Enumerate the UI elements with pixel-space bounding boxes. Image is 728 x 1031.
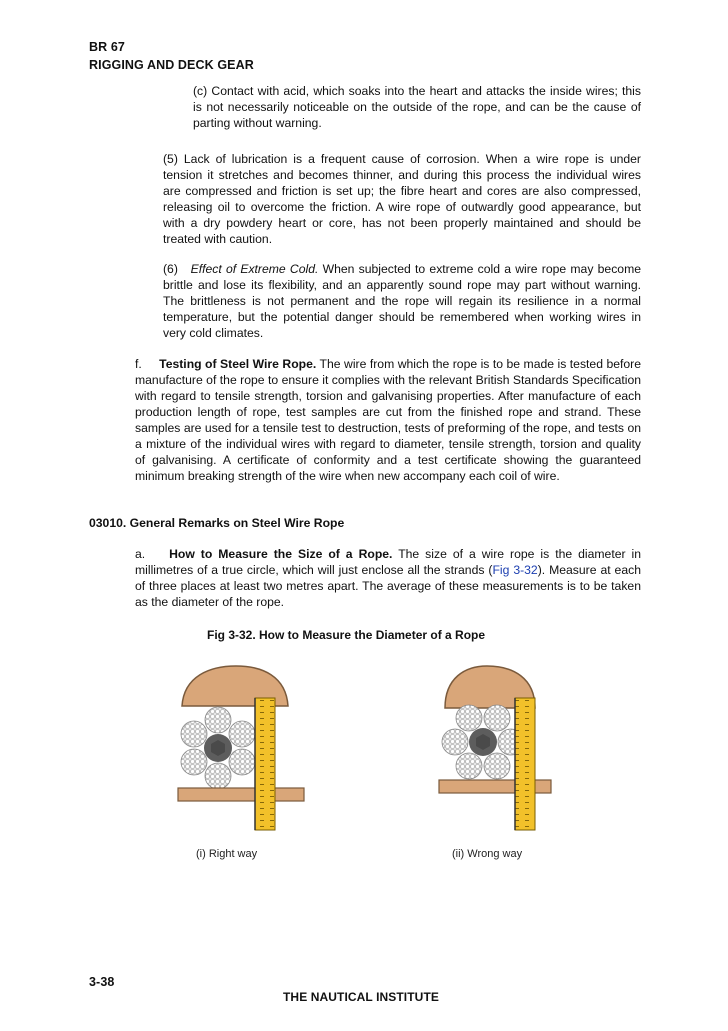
paragraph-a bbox=[135, 546, 641, 610]
paragraph-f-text: The wire from which the rope is to be made is tested before manufacture of the rope to ensure it complies with the relevant British Standards Specification with regard to tensile strength, torsion and galvanising properties. After manufacture of each production length of rope, test samples are cut from the finished rope and strand. These samples are used for a tensile test to destruction, tests of preforming of the rope, and tests on a mixture of the individual wires with regard to diameter, tensile strength, torsion and quality of galvanising. A certificate of conformity and a test certificate showing the guaranteed minimum breaking strength of the wire when new accompany each coil of wire. bbox=[135, 357, 642, 483]
figure-caption: Fig 3-32. How to Measure the Diameter of a Rope bbox=[207, 628, 486, 642]
paragraph-6-title: Effect of Extreme Cold. bbox=[190, 262, 319, 276]
section-heading: 03010. General Remarks on Steel Wire Rope bbox=[89, 516, 345, 530]
paragraph-f-number: f. bbox=[135, 357, 142, 371]
paragraph-a-number: a. bbox=[135, 547, 146, 561]
paragraph-f bbox=[135, 356, 641, 484]
rope-cross-section bbox=[181, 707, 255, 789]
rope-cross-section bbox=[442, 705, 524, 779]
paragraph-6-text: When subjected to extreme cold a wire rope may become brittle and lose its flexibility, and an apparently sound rope may part without warning. The brittleness is not permanent and the rope will regain its resilience in a normal temperature, but the potential danger should be remembered when working wires in very cold climates. bbox=[163, 262, 641, 340]
paragraph-a-text-before: The size of a wire rope is the diameter in millimetres of a true circle, which will just enclose all the strands ( bbox=[135, 547, 642, 577]
paragraph-6-number: (6) bbox=[163, 262, 178, 276]
wrong-way-illustration bbox=[425, 664, 565, 834]
doc-title: RIGGING AND DECK GEAR bbox=[89, 58, 254, 72]
label-right-way: (i) Right way bbox=[196, 848, 258, 860]
figure-link[interactable]: Fig 3-32 bbox=[492, 563, 538, 577]
paragraph-f-title: Testing of Steel Wire Rope. bbox=[159, 357, 317, 371]
paragraph-6 bbox=[163, 261, 641, 341]
right-way-illustration bbox=[170, 664, 310, 834]
paragraph-5: (5) Lack of lubrication is a frequent cause of corrosion. When a wire rope is under tension it stretches and becomes thinner, and during this process the individual wires are compressed and friction is set up; the fibre heart and cores are also compressed, releasing oil to overcome the friction. A wire rope of outwardly good appearance, but with a dry powdery heart or core, has not been properly maintained and should be treated with caution. bbox=[163, 152, 641, 246]
paragraph-a-text-after: ). Measure at each of three places at least two metres apart. The average of these measurements is to be taken as the diameter of the rope. bbox=[135, 563, 641, 609]
label-wrong-way: (ii) Wrong way bbox=[452, 848, 523, 860]
page-number: 3-38 bbox=[89, 975, 115, 989]
paragraph-c: (c) Contact with acid, which soaks into the heart and attacks the inside wires; this is not necessarily noticeable on the outside of the rope, and can be the cause of parting without warning. bbox=[193, 84, 641, 130]
publisher: THE NAUTICAL INSTITUTE bbox=[283, 990, 439, 1004]
doc-id: BR 67 bbox=[89, 40, 125, 54]
paragraph-a-title: How to Measure the Size of a Rope. bbox=[169, 547, 393, 561]
